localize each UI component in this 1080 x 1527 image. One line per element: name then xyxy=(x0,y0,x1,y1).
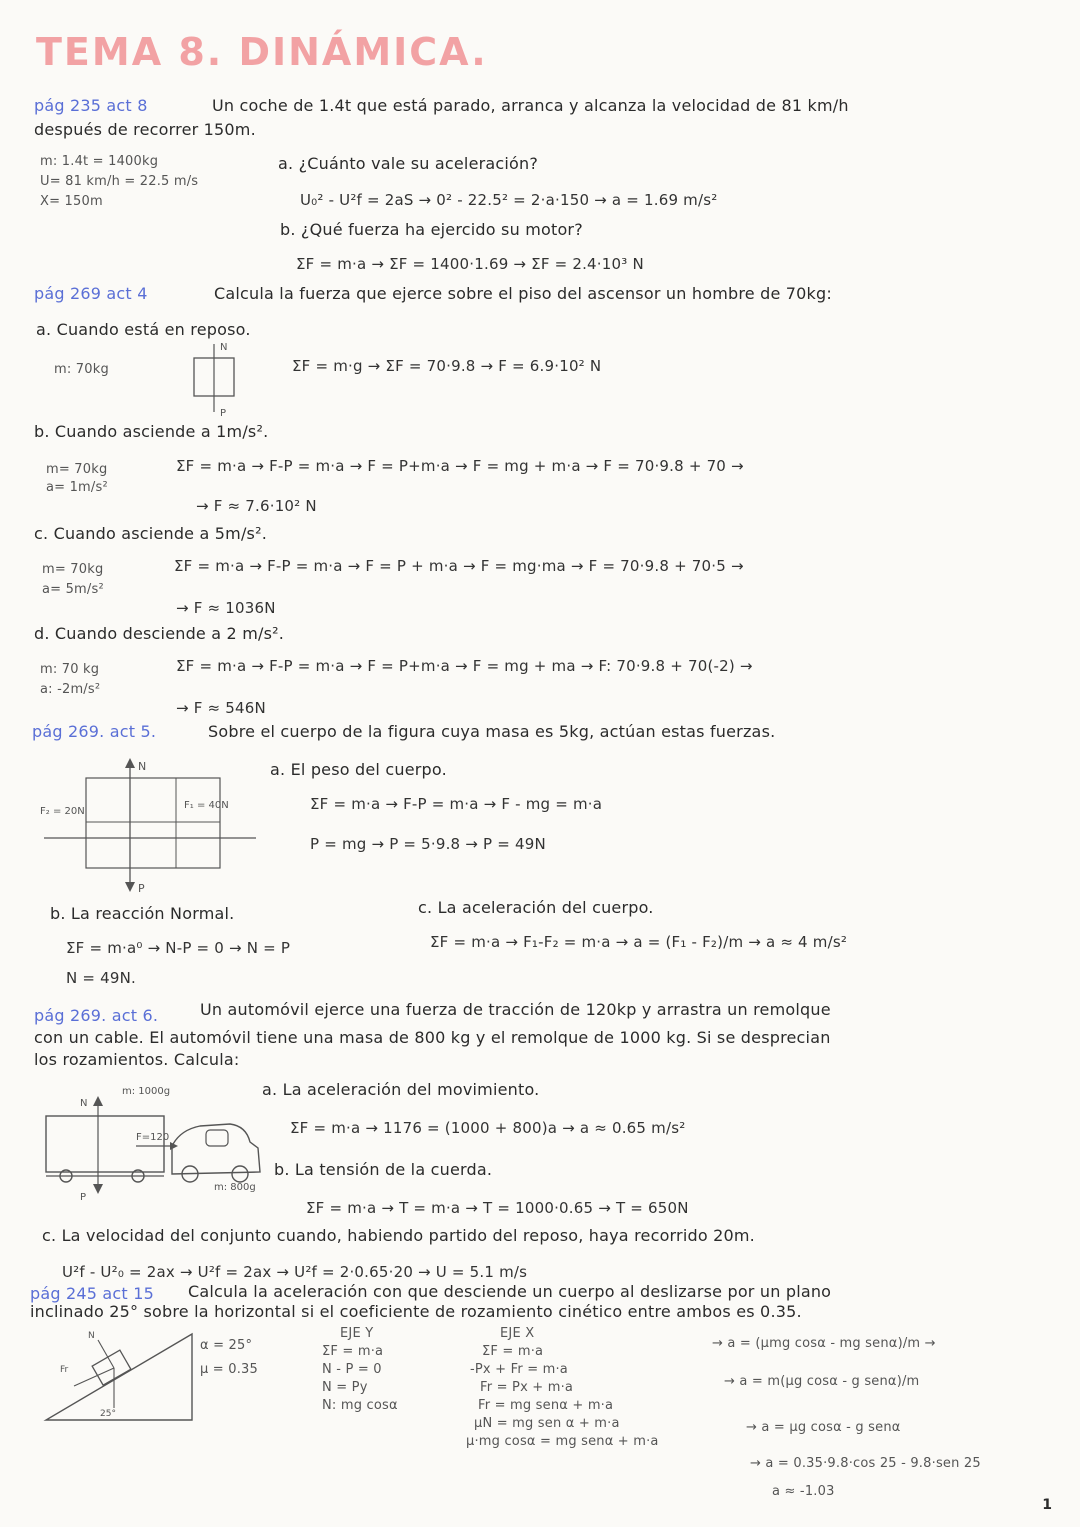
exercise-1-question-a: a. ¿Cuánto vale su aceleración? xyxy=(278,154,539,173)
car-body xyxy=(172,1124,260,1174)
inclined-plane-diagram xyxy=(40,1328,200,1428)
eje-x-line-1: ΣF = m·a xyxy=(482,1344,544,1359)
eje-y-line-2: N - P = 0 xyxy=(322,1362,382,1377)
exercise-4-answer-b: ΣF = m·a → T = m·a → T = 1000·0.65 → T = 650N xyxy=(306,1199,689,1217)
exercise-1-question-b: b. ¿Qué fuerza ha ejercido su motor? xyxy=(280,220,583,239)
exercise-2-d-mass: m: 70 kg xyxy=(40,662,100,677)
fig-f2-label: F₂ = 20N xyxy=(40,806,85,817)
exercise-2-reference: pág 269 act 4 xyxy=(34,284,148,303)
trailer-weight-label: P xyxy=(80,1192,87,1203)
exercise-3-question-c: c. La aceleración del cuerpo. xyxy=(418,898,654,917)
exercise-4-answer-c: U²f - U²₀ = 2ax → U²f = 2ax → U²f = 2·0.65·20 → U = 5.1 m/s xyxy=(62,1263,528,1281)
fig-weight-label: P xyxy=(138,882,145,895)
incline-triangle xyxy=(46,1334,192,1420)
exercise-3-question-a: a. El peso del cuerpo. xyxy=(270,760,447,779)
exercise-3-statement: Sobre el cuerpo de la figura cuya masa es 5kg, actúan estas fuerzas. xyxy=(208,722,776,741)
exercise-2-question-d: d. Cuando desciende a 2 m/s². xyxy=(34,624,285,643)
fig-normal-label: N xyxy=(138,760,147,773)
exercise-2-result-b: → F ≈ 7.6·10² N xyxy=(196,497,317,515)
exercise-5-statement: Calcula la aceleración con que desciende un cuerpo al deslizarse por un plano xyxy=(188,1282,832,1301)
exercise-2-c-accel: a= 5m/s² xyxy=(42,582,104,597)
exercise-4-reference: pág 269. act 6. xyxy=(34,1006,159,1025)
exercise-1-data-distance: X= 150m xyxy=(40,194,103,209)
exercise-1-reference: pág 235 act 8 xyxy=(34,96,148,115)
exercise-4-question-b: b. La tensión de la cuerda. xyxy=(274,1160,493,1179)
page-title: TEMA 8. DINÁMICA. xyxy=(36,30,488,74)
trailer-body xyxy=(46,1116,164,1172)
exercise-2-statement: Calcula la fuerza que ejerce sobre el piso del ascensor un hombre de 70kg: xyxy=(214,284,832,303)
result-line-1: → a = (μmg cosα - mg senα)/m → xyxy=(712,1336,936,1351)
result-line-5: a ≈ -1.03 xyxy=(772,1484,835,1499)
exercise-4-question-c: c. La velocidad del conjunto cuando, habiendo partido del reposo, haya recorrido 20m. xyxy=(42,1226,755,1245)
exercise-1-statement: Un coche de 1.4t que está parado, arranca y alcanza la velocidad de 81 km/h xyxy=(212,96,849,115)
trailer-normal-label: N xyxy=(80,1098,88,1109)
result-line-4: → a = 0.35·9.8·cos 25 - 9.8·sen 25 xyxy=(750,1456,981,1471)
exercise-2-answer-c: ΣF = m·a → F-P = m·a → F = P + m·a → F = mg·ma → F = 70·9.8 + 70·5 → xyxy=(174,557,744,575)
given-angle: α = 25° xyxy=(200,1338,253,1353)
exercise-4-answer-a: ΣF = m·a → 1176 = (1000 + 800)a → a ≈ 0.65 m/s² xyxy=(290,1119,686,1137)
exercise-3-reference: pág 269. act 5. xyxy=(32,722,157,741)
exercise-3-answer-b-2: N = 49N. xyxy=(66,969,137,987)
car-mass-label: m: 800g xyxy=(214,1182,256,1193)
exercise-2-a-mass: m: 70kg xyxy=(54,362,109,377)
traction-force-label: F=120 xyxy=(136,1132,170,1143)
exercise-4-question-a: a. La aceleración del movimiento. xyxy=(262,1080,540,1099)
eje-y-line-3: N = Py xyxy=(322,1380,368,1395)
eje-y-line-1: ΣF = m·a xyxy=(322,1344,384,1359)
exercise-2-result-d: → F ≈ 546N xyxy=(176,699,266,717)
exercise-2-answer-d: ΣF = m·a → F-P = m·a → F = P+m·a → F = mg + ma → F: 70·9.8 + 70(-2) → xyxy=(176,657,753,675)
eje-x-line-3: Fr = Px + m·a xyxy=(480,1380,574,1395)
exercise-3-answer-a-1: ΣF = m·a → F-P = m·a → F - mg = m·a xyxy=(310,795,603,813)
exercise-1-answer-a: U₀² - U²f = 2aS → 0² - 22.5² = 2·a·150 → a = 1.69 m/s² xyxy=(300,191,718,209)
car-window xyxy=(206,1130,228,1146)
body-grid-outline xyxy=(86,778,220,868)
exercise-2-question-c: c. Cuando asciende a 5m/s². xyxy=(34,524,267,543)
eje-y-line-4: N: mg cosα xyxy=(322,1398,398,1413)
fig-angle-label: 25° xyxy=(100,1409,116,1419)
exercise-1-data-mass: m: 1.4t = 1400kg xyxy=(40,154,159,169)
fig-f1-label: F₁ = 40N xyxy=(184,800,229,811)
car-wheel xyxy=(232,1166,248,1182)
eje-x-title: EJE X xyxy=(500,1326,535,1341)
eje-x-line-2: -Px + Fr = m·a xyxy=(470,1362,568,1377)
result-line-3: → a = μg cosα - g senα xyxy=(746,1420,901,1435)
page-number: 1 xyxy=(1042,1497,1052,1513)
exercise-2-b-mass: m= 70kg xyxy=(46,462,108,477)
car-trailer-diagram xyxy=(40,1082,290,1207)
arrow-up-icon xyxy=(93,1096,103,1106)
exercise-2-question-a: a. Cuando está en reposo. xyxy=(36,320,251,339)
exercise-3-answer-c: ΣF = m·a → F₁-F₂ = m·a → a = (F₁ - F₂)/m → a ≈ 4 m/s² xyxy=(430,933,848,951)
exercise-2-d-accel: a: -2m/s² xyxy=(40,682,101,697)
exercise-2-question-b: b. Cuando asciende a 1m/s². xyxy=(34,422,269,441)
eje-y-title: EJE Y xyxy=(340,1326,374,1341)
exercise-2-answer-b: ΣF = m·a → F-P = m·a → F = P+m·a → F = mg + m·a → F = 70·9.8 + 70 → xyxy=(176,457,744,475)
exercise-3-answer-b-1: ΣF = m·a⁰ → N-P = 0 → N = P xyxy=(66,939,291,957)
forces-diagram xyxy=(36,756,266,896)
exercise-2-result-c: → F ≈ 1036N xyxy=(176,599,276,617)
eje-x-line-4: Fr = mg senα + m·a xyxy=(478,1398,614,1413)
elevator-diagram xyxy=(186,340,246,420)
trailer-mass-label: m: 1000g xyxy=(122,1086,171,1097)
exercise-2-c-mass: m= 70kg xyxy=(42,562,104,577)
result-line-2: → a = m(μg cosα - g senα)/m xyxy=(724,1374,920,1389)
exercise-1-statement-cont: después de recorrer 150m. xyxy=(34,120,256,139)
weight-force-label: P xyxy=(220,408,227,419)
exercise-1-answer-b: ΣF = m·a → ΣF = 1400·1.69 → ΣF = 2.4·10³ N xyxy=(296,255,644,273)
exercise-1-data-speed: U= 81 km/h = 22.5 m/s xyxy=(40,174,199,189)
exercise-4-statement-cont: con un cable. El automóvil tiene una masa de 800 kg y el remolque de 1000 kg. Si se desprecian xyxy=(34,1028,831,1047)
normal-force-label: N xyxy=(220,342,228,353)
sliding-block xyxy=(92,1350,131,1385)
normal-vector xyxy=(98,1340,114,1368)
exercise-4-statement-end: los rozamientos. Calcula: xyxy=(34,1050,240,1069)
exercise-2-answer-a: ΣF = m·g → ΣF = 70·9.8 → F = 6.9·10² N xyxy=(292,357,602,375)
given-friction-coefficient: μ = 0.35 xyxy=(200,1362,258,1377)
arrow-down-icon xyxy=(93,1184,103,1194)
fig-friction-label: Fr xyxy=(60,1365,69,1375)
eje-x-line-6: μ·mg cosα = mg senα + m·a xyxy=(466,1434,659,1449)
exercise-3-question-b: b. La reacción Normal. xyxy=(50,904,235,923)
exercise-2-b-accel: a= 1m/s² xyxy=(46,480,108,495)
exercise-3-answer-a-2: P = mg → P = 5·9.8 → P = 49N xyxy=(310,835,546,853)
eje-x-line-5: μN = mg sen α + m·a xyxy=(474,1416,620,1431)
exercise-5-reference: pág 245 act 15 xyxy=(30,1284,154,1303)
arrow-up-icon xyxy=(125,758,135,768)
fig-normal-label: N xyxy=(88,1331,95,1341)
arrow-down-icon xyxy=(125,882,135,892)
exercise-5-statement-cont: inclinado 25° sobre la horizontal si el coeficiente de rozamiento cinético entre ambos es 0.35. xyxy=(30,1302,802,1321)
exercise-4-statement: Un automóvil ejerce una fuerza de tracción de 120kp y arrastra un remolque xyxy=(200,1000,831,1019)
